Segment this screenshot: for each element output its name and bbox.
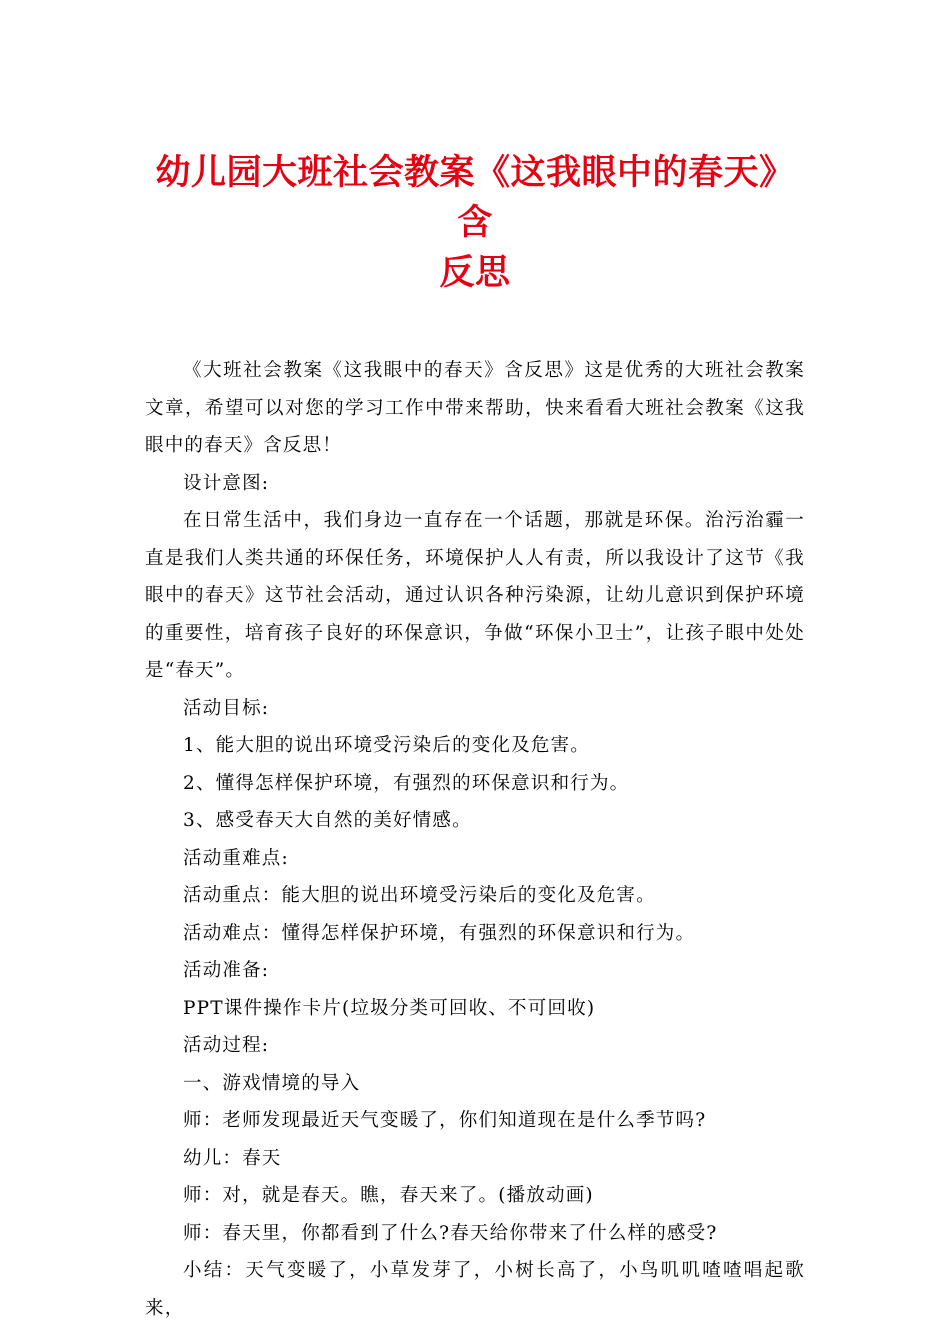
document-title bbox=[145, 148, 805, 298]
section-heading-goals: 活动目标: bbox=[183, 697, 270, 719]
section-heading-process: 活动过程: bbox=[183, 1035, 270, 1056]
key-point-focus: 活动重点：能大胆的说出环境受污染后的变化及危害。 bbox=[183, 885, 656, 906]
preparation-item: PPT课件操作卡片(垃圾分类可回收、不可回收) bbox=[183, 997, 596, 1019]
section-heading-key-points: 活动重难点: bbox=[183, 847, 289, 869]
goal-item-2: 2、懂得怎样保护环境，有强烈的环保意识和行为。 bbox=[183, 772, 630, 794]
intro-paragraph: 《大班社会教案《这我眼中的春天》含反思》这是优秀的大班社会教案文章，希望可以对您的学习工作中带来帮助，快来看看大班社会教案《这我眼中的春天》含反思！ bbox=[145, 360, 805, 456]
dialogue-line: 幼儿：春天 bbox=[183, 1147, 282, 1169]
dialogue-line: 师：老师发现最近天气变暖了，你们知道现在是什么季节吗? bbox=[183, 1110, 707, 1131]
process-step-1-heading: 一、游戏情境的导入 bbox=[183, 1072, 361, 1094]
section-heading-preparation: 活动准备: bbox=[183, 960, 270, 981]
section-heading-design-intent: 设计意图: bbox=[183, 472, 270, 494]
goal-item-3: 3、感受春天大自然的美好情感。 bbox=[183, 810, 472, 831]
title-line-1: 幼儿园大班社会教案《这我眼中的春天》含 bbox=[155, 153, 795, 243]
dialogue-line: 师：对，就是春天。瞧，春天来了。(播放动画) bbox=[183, 1185, 594, 1206]
key-point-difficulty: 活动难点：懂得怎样保护环境，有强烈的环保意识和行为。 bbox=[183, 922, 696, 944]
document-body bbox=[145, 352, 805, 1327]
summary-line: 小结：天气变暖了，小草发芽了，小树长高了，小鸟叽叽喳喳唱起歌来， bbox=[145, 1260, 805, 1319]
title-line-2: 反思 bbox=[439, 253, 511, 293]
design-intent-paragraph: 在日常生活中，我们身边一直存在一个话题，那就是环保。治污治霾一直是我们人类共通的环保任务，环境保护人人有责，所以我设计了这节《我眼中的春天》这节社会活动，通过认识各种污染源，让幼儿意识到保护环境的重要性，培育孩子良好的环保意识，争做“环保小卫士”，让孩子眼中处处是“春天”。 bbox=[145, 510, 805, 681]
dialogue-line: 师：春天里，你都看到了什么?春天给你带来了什么样的感受? bbox=[183, 1222, 718, 1244]
goal-item-1: 1、能大胆的说出环境受污染后的变化及危害。 bbox=[183, 735, 590, 756]
